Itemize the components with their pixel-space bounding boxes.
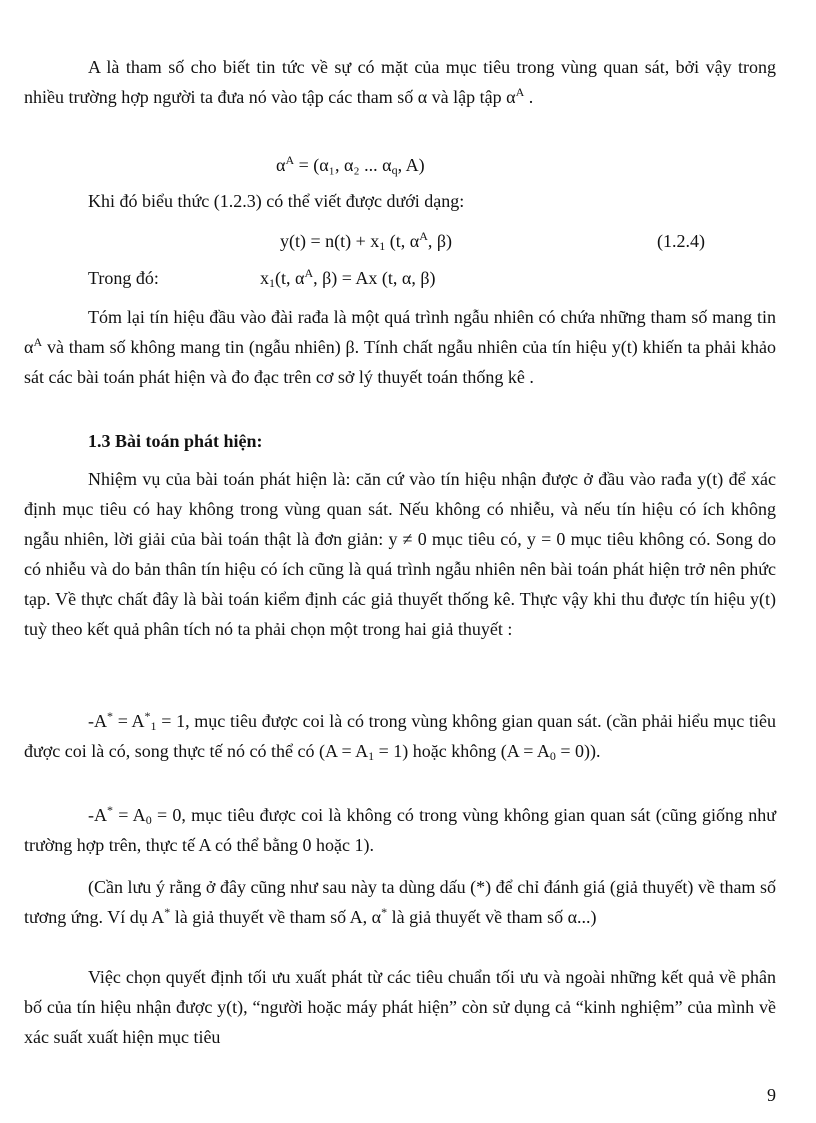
section-heading: 1.3 Bài toán phát hiện: [88, 431, 263, 451]
where-label: Trong đó: [88, 268, 159, 288]
paragraph-expression-intro: Khi đó biểu thức (1.2.3) có thể viết được dưới dạng: [88, 191, 465, 211]
equation-1-2-4: $y(t) = n(t) + x_1$ (t, $\alpha^A$, β) [280, 229, 453, 253]
hypothesis-2: $-A^* = A_0 = 0$, mục tiêu được coi là không có trong vùng không gian quan sát (cũng giống như trường hợp trên, thực tế A có thể bằng 0 hoặc 1). [24, 803, 776, 855]
paragraph-summary: Tóm lại tín hiệu đầu vào đài rađa là một quá trình ngẫu nhiên có chứa những tham số mang tin $\alpha^A$ và tham số không mang tin (ngẫu nhiên) β. Tính chất ngẫu nhiên của tín hiệu y(t) khiến ta phải khảo sát các bài toán phát hiện và đo đạc trên cơ sở lý thuyết toán thống kê . [24, 307, 776, 387]
paragraph-detection-task: Nhiệm vụ của bài toán phát hiện là: căn cứ vào tín hiệu nhận được ở đầu vào rađa y(t) để xác định mục tiêu có hay không trong vùng quan sát. Nếu không có nhiễu, và nếu tín hiệu có ích không ngẫu nhiên, lời giải của bài toán thật là đơn giản: y ≠ 0 mục tiêu có, y = 0 mục tiêu không có. Song do có nhiễu và do bản thân tín hiệu có ích cũng là quá trình ngẫu nhiên nên bài toán phát hiện trở nên phức tạp. Về thực chất đây là bài toán kiểm định các giả thuyết thống kê. Thực vậy khi thu được tín hiệu y(t) tuỳ theo kết quả phân tích nó ta phải chọn một trong hai giả thuyết : [24, 469, 776, 639]
equation-alpha-set: $\alpha^A = (\alpha_1$, α₂ ... $\alpha_q$, A) [276, 153, 425, 177]
equation-number: (1.2.4) [657, 231, 705, 251]
hypothesis-1: $-A^* = A^*_1 = 1$, mục tiêu được coi là có trong vùng không gian quan sát. (cần phải hiểu mục tiêu được coi là có, song thực tế nó có thể có $(A = A_1 = 1)$ hoặc không $(A = A_0 = 0)$). [24, 709, 776, 763]
paragraph-intro: A là tham số cho biết tin tức về sự có mặt của mục tiêu trong vùng quan sát, bởi vậy trong nhiều trường hợp người ta đưa nó vào tập các tham số α và lập tập $\alpha^A$ . [24, 57, 776, 107]
equation-where: $x_1(t$, $\alpha^A$, β) = Ax (t, α, β) [260, 266, 436, 290]
paragraph-note: (Cần lưu ý rằng ở đây cũng như sau này ta dùng dấu (*) để chỉ đánh giá (giả thuyết) về tham số tương ứng. Ví dụ A* là giả thuyết về tham số A, α* là giả thuyết về tham số α...) [24, 877, 776, 927]
page-number: 9 [767, 1085, 776, 1105]
paragraph-decision: Việc chọn quyết định tối ưu xuất phát từ các tiêu chuẩn tối ưu và ngoài những kết quả về phân bố của tín hiệu nhận được y(t), “người hoặc máy phát hiện” còn sử dụng cả “kinh nghiệm” của mình về xác suất xuất hiện mục tiêu [24, 967, 776, 1047]
